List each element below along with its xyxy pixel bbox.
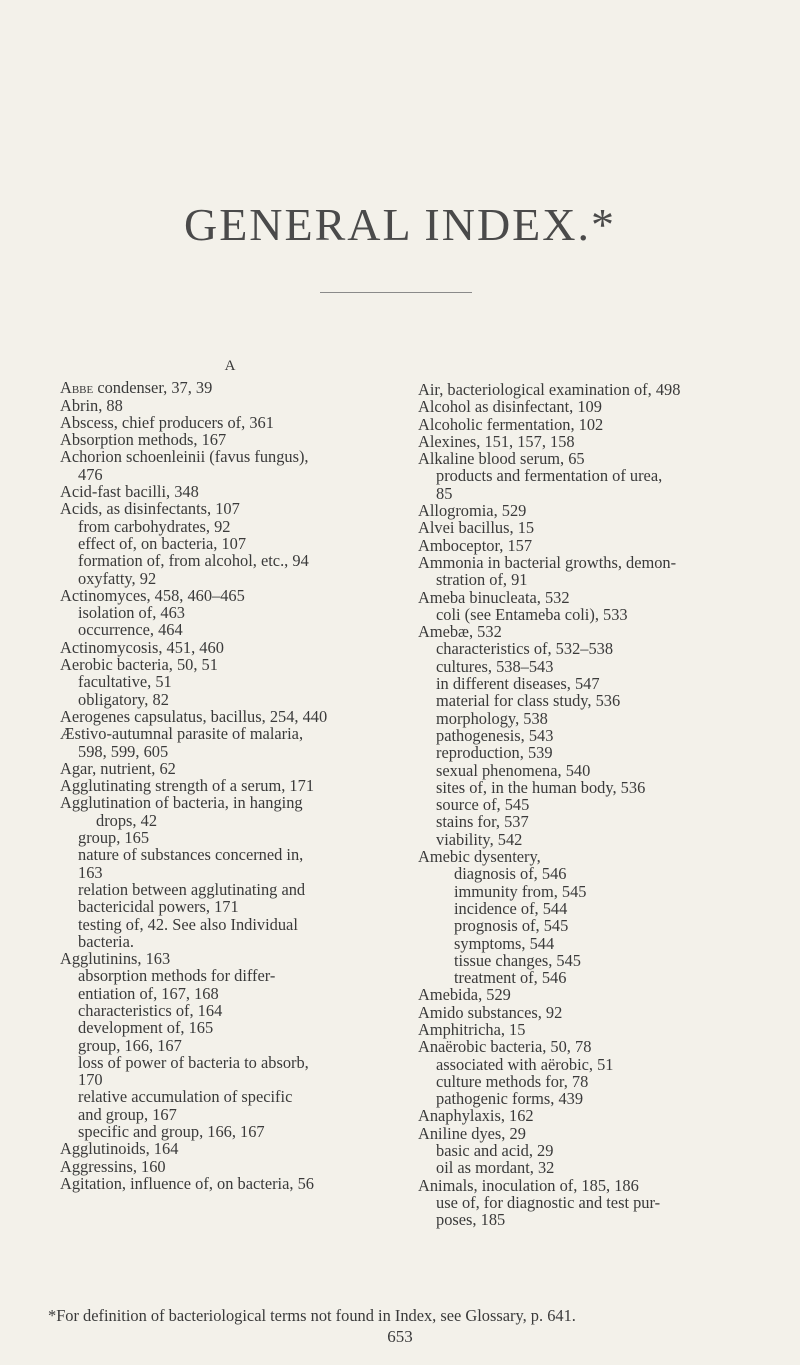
section-letter: A: [224, 358, 236, 374]
index-entry: Amphitricha, 15: [418, 1019, 526, 1039]
index-entry: Amebæ, 532: [418, 622, 502, 642]
index-entry: Amebic dysentery,: [418, 847, 541, 867]
index-entry: Anaphylaxis, 162: [418, 1106, 534, 1126]
index-entry: Amebida, 529: [418, 985, 511, 1005]
index-entry: symptoms, 544: [454, 933, 555, 953]
index-entry: Agglutinating strength of a serum, 171: [60, 776, 315, 796]
index-entry: nature of substances concerned in,: [78, 845, 304, 865]
index-entry: Amido substances, 92: [418, 1002, 563, 1022]
index-entry: relative accumulation of specific: [78, 1087, 293, 1107]
index-entry: tissue changes, 545: [454, 950, 582, 970]
index-entry: entiation of, 167, 168: [78, 983, 219, 1003]
index-entry: prognosis of, 545: [454, 916, 569, 936]
index-entry: pathogenic forms, 439: [436, 1089, 584, 1109]
index-entry: Ameba binucleata, 532: [418, 587, 570, 607]
index-entry: specific and group, 166, 167: [78, 1122, 265, 1142]
index-entry: Agglutinoids, 164: [60, 1139, 179, 1159]
index-entry: loss of power of bacteria to absorb,: [78, 1052, 309, 1072]
index-entry: stains for, 537: [436, 812, 529, 832]
index-entry: Allogromia, 529: [418, 501, 527, 521]
index-entry: Amboceptor, 157: [418, 535, 533, 555]
index-entry: development of, 165: [78, 1018, 214, 1038]
index-entry: basic and acid, 29: [436, 1141, 554, 1161]
index-entry: viability, 542: [436, 829, 523, 849]
index-entry: Ammonia in bacterial growths, demon-: [418, 552, 677, 572]
index-entry: Æstivo-autumnal parasite of malaria,: [60, 724, 304, 744]
index-entry: incidence of, 544: [454, 898, 568, 918]
index-entry: from carbohydrates, 92: [78, 516, 231, 536]
index-entry: source of, 545: [436, 795, 530, 815]
index-entry: and group, 167: [78, 1104, 177, 1124]
index-entry: characteristics of, 532–538: [436, 639, 614, 659]
index-entry: Aerogenes capsulatus, bacillus, 254, 440: [60, 706, 328, 726]
index-entry: oxyfatty, 92: [78, 568, 157, 588]
page-number: 653: [387, 1327, 413, 1346]
index-entry: diagnosis of, 546: [454, 864, 567, 884]
left-column: [60, 358, 400, 1193]
index-entry: group, 166, 167: [78, 1035, 182, 1055]
index-entry: Agglutination of bacteria, in hanging: [60, 793, 303, 813]
index-entry: Agar, nutrient, 62: [60, 758, 176, 778]
index-entry: Alexines, 151, 157, 158: [418, 431, 575, 451]
index-entry: 163: [78, 862, 103, 882]
index-entry: products and fermentation of urea,: [436, 466, 663, 486]
index-entry: obligatory, 82: [78, 689, 169, 709]
index-entry: Agitation, influence of, on bacteria, 56: [60, 1173, 314, 1193]
index-entry: Aggressins, 160: [60, 1156, 166, 1176]
index-entry: characteristics of, 164: [78, 1000, 223, 1020]
page-title: GENERAL INDEX.*: [183, 199, 616, 250]
index-entry: Acids, as disinfectants, 107: [60, 499, 240, 519]
index-entry: Abbe condenser, 37, 39: [60, 378, 213, 398]
index-entry: facultative, 51: [78, 672, 172, 692]
index-entry: reproduction, 539: [436, 743, 553, 763]
index-entry: Abrin, 88: [60, 395, 123, 415]
index-entry: Aniline dyes, 29: [418, 1123, 526, 1143]
index-entry: Absorption methods, 167: [60, 430, 227, 450]
index-entry: oil as mordant, 32: [436, 1158, 555, 1178]
index-entry: stration of, 91: [436, 570, 528, 590]
index-entry: 598, 599, 605: [78, 741, 169, 761]
index-entry: Agglutinins, 163: [60, 949, 171, 969]
title-rule: [320, 292, 472, 293]
index-entry: group, 165: [78, 828, 150, 848]
index-entry: Acid-fast bacilli, 348: [60, 482, 199, 502]
index-entry: Air, bacteriological examination of, 498: [418, 380, 681, 399]
index-entry: formation of, from alcohol, etc., 94: [78, 551, 309, 571]
index-entry: Alkaline blood serum, 65: [418, 449, 585, 469]
index-entry: in different diseases, 547: [436, 674, 600, 694]
index-entry: sites of, in the human body, 536: [436, 777, 646, 797]
index-entry: cultures, 538–543: [436, 656, 554, 676]
index-entry: sexual phenomena, 540: [436, 760, 591, 780]
index-entry: morphology, 538: [436, 708, 548, 728]
left-entries: [60, 379, 400, 1192]
index-entry: Animals, inoculation of, 185, 186: [418, 1175, 639, 1195]
index-entry: absorption methods for differ-: [78, 966, 276, 986]
index-entry: immunity from, 545: [454, 881, 587, 901]
index-entry: drops, 42: [96, 810, 158, 830]
index-entry: isolation of, 463: [78, 603, 185, 623]
index-entry: occurrence, 464: [78, 620, 183, 640]
index-entry: material for class study, 536: [436, 691, 621, 711]
index-entry: Achorion schoenleinii (favus fungus),: [60, 447, 309, 467]
index-entry: Alvei bacillus, 15: [418, 518, 535, 538]
footnote: *For definition of bacteriological terms not found in Index, see Glossary, p. 641.: [48, 1306, 576, 1325]
index-entry: treatment of, 546: [454, 968, 567, 988]
index-entry: effect of, on bacteria, 107: [78, 533, 247, 553]
right-column: [418, 381, 758, 1229]
index-entry: Alcoholic fermentation, 102: [418, 414, 604, 434]
index-entry: culture methods for, 78: [436, 1071, 589, 1091]
index-entry: Abscess, chief producers of, 361: [60, 412, 274, 432]
index-entry: pathogenesis, 543: [436, 725, 554, 745]
index-entry: 476: [78, 464, 103, 484]
index-entry: associated with aërobic, 51: [436, 1054, 614, 1074]
index-entry: relation between agglutinating and: [78, 879, 306, 899]
index-entry: bacteria.: [78, 931, 134, 951]
index-entry: use of, for diagnostic and test pur-: [436, 1192, 661, 1212]
index-entry: Anaërobic bacteria, 50, 78: [418, 1037, 592, 1057]
right-entries: [418, 381, 758, 1229]
index-entry: Actinomyces, 458, 460–465: [60, 585, 245, 605]
index-entry: Aerobic bacteria, 50, 51: [60, 655, 218, 675]
index-entry: Actinomycosis, 451, 460: [60, 637, 224, 657]
index-entry: 85: [436, 483, 453, 503]
index-entry: poses, 185: [436, 1210, 506, 1230]
index-entry: 170: [78, 1070, 103, 1090]
index-entry: coli (see Entameba coli), 533: [436, 604, 628, 624]
index-entry: Alcohol as disinfectant, 109: [418, 397, 602, 417]
index-entry: testing of, 42. See also Individual: [78, 914, 298, 934]
index-entry: bactericidal powers, 171: [78, 897, 239, 917]
